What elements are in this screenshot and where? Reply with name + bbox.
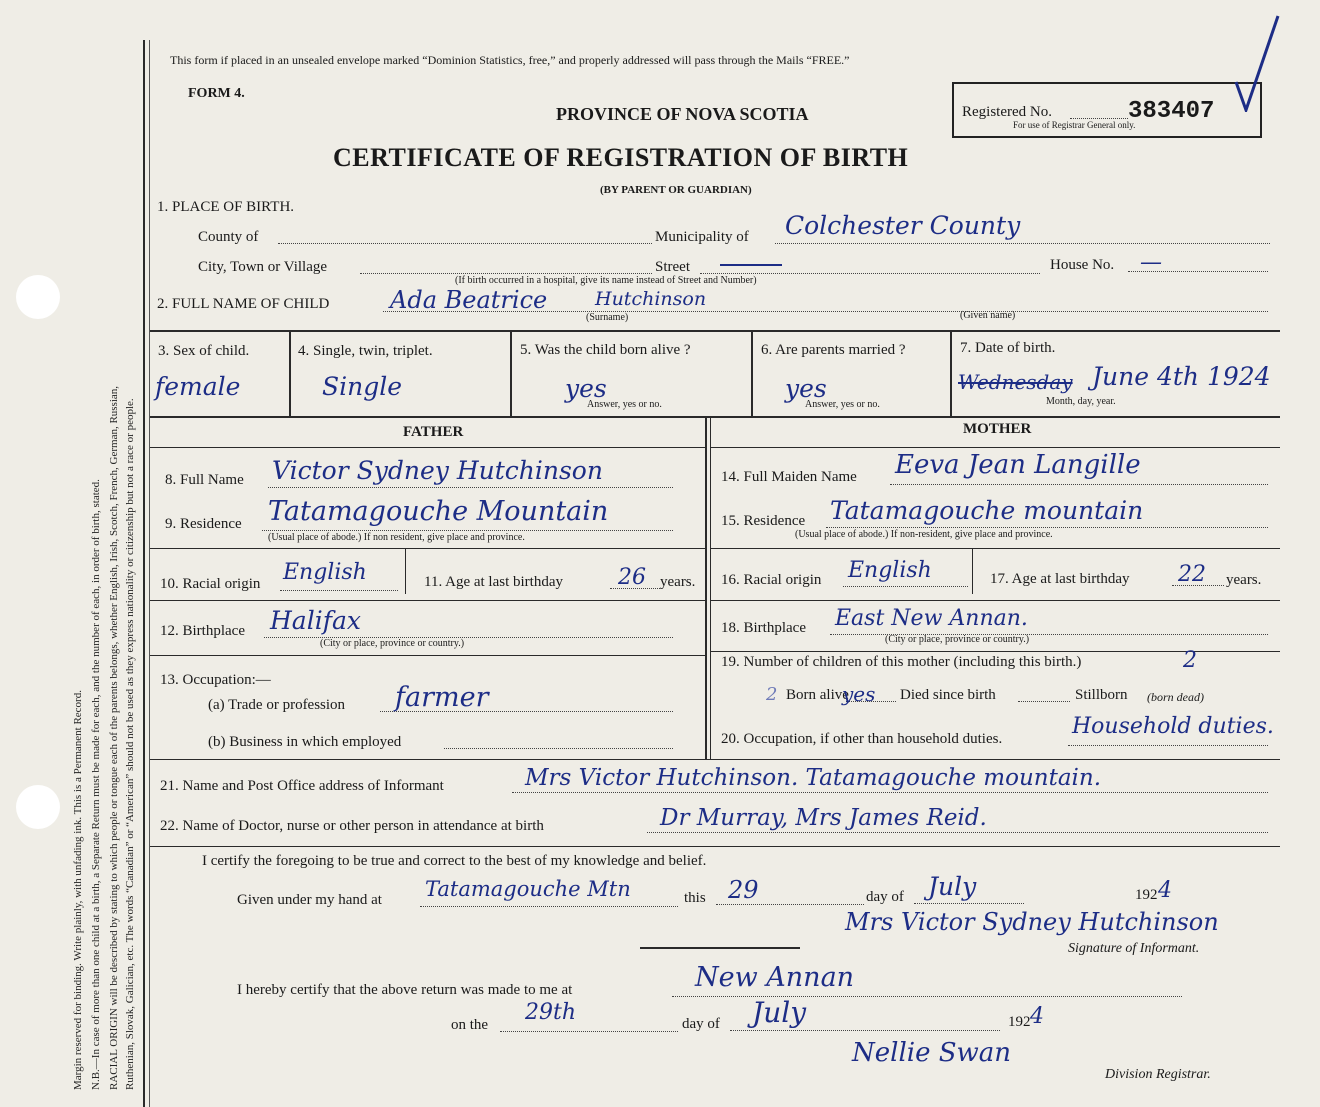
mother-racial-top-rule bbox=[711, 548, 1280, 549]
parents-married-label: 6. Are parents married ? bbox=[761, 342, 906, 358]
father-trade-value: farmer bbox=[395, 682, 489, 713]
municipality-field-line bbox=[775, 243, 1270, 244]
parents-married-value: yes bbox=[785, 374, 827, 403]
surname-caption: (Surname) bbox=[586, 312, 629, 323]
father-residence-caption: (Usual place of abode.) If non resident, give place and province. bbox=[268, 532, 525, 543]
registrar-use-note: For use of Registrar General only. bbox=[1013, 120, 1136, 130]
born-alive-label: 5. Was the child born alive ? bbox=[520, 342, 691, 358]
informant-label: 21. Name and Post Office address of Informant bbox=[160, 778, 444, 794]
father-age-value: 26 bbox=[618, 565, 646, 590]
father-trade-label: (a) Trade or profession bbox=[208, 697, 346, 713]
registrar-day-of-label: day of bbox=[682, 1016, 720, 1032]
informant-top-rule bbox=[150, 759, 1280, 760]
mother-birthplace-value: East New Annan. bbox=[835, 606, 1028, 631]
father-birthplace-value: Halifax bbox=[270, 606, 361, 635]
mother-racial-label: 16. Racial origin bbox=[721, 572, 822, 588]
father-birthplace-bottom-rule bbox=[150, 655, 705, 656]
checkmark-icon bbox=[1232, 12, 1282, 112]
child-name-label: 2. FULL NAME OF CHILD bbox=[157, 296, 330, 312]
given-year-suffix: 4 bbox=[1158, 878, 1172, 903]
died-since-birth-label: Died since birth bbox=[900, 687, 996, 703]
mother-occupation-label: 20. Occupation, if other than household duties. bbox=[721, 731, 1003, 747]
margin-border-line-inner bbox=[149, 40, 150, 1107]
mother-age-label: 17. Age at last birthday bbox=[990, 571, 1130, 587]
row3-divider-2 bbox=[510, 330, 512, 416]
mother-residence-line bbox=[826, 527, 1268, 528]
father-racial-value: English bbox=[283, 560, 367, 585]
mother-heading-rule bbox=[711, 447, 1280, 448]
registered-number-value: 383407 bbox=[1128, 98, 1215, 125]
certificate-subtitle: (BY PARENT OR GUARDIAN) bbox=[600, 184, 752, 196]
registrar-place-value: New Annan bbox=[695, 962, 855, 993]
county-field-line bbox=[278, 243, 652, 244]
child-given-name: Ada Beatrice bbox=[390, 286, 548, 314]
mail-notice: This form if placed in an unsealed envelope marked “Dominion Statistics, free,” and properly addressed will pass through the Mails “FREE.” bbox=[170, 53, 850, 67]
registrar-year-prefix: 192 bbox=[1008, 1014, 1031, 1030]
hospital-note: (If birth occurred in a hospital, give its name instead of Street and Number) bbox=[455, 275, 757, 286]
father-racial-bottom-rule bbox=[150, 600, 705, 601]
father-business-label: (b) Business in which employed bbox=[208, 734, 402, 750]
registrar-month-value: July bbox=[752, 996, 807, 1029]
plurality-value: Single bbox=[322, 372, 403, 401]
sex-label: 3. Sex of child. bbox=[158, 343, 250, 359]
given-place-value: Tatamagouche Mtn bbox=[425, 877, 631, 901]
father-age-label: 11. Age at last birthday bbox=[424, 574, 563, 590]
place-of-birth-heading: 1. PLACE OF BIRTH. bbox=[157, 199, 295, 215]
parents-divider-inner bbox=[710, 416, 711, 759]
father-heading: FATHER bbox=[403, 424, 464, 440]
house-number-value: — bbox=[1140, 250, 1162, 275]
date-of-birth-struck: Wednesday bbox=[958, 370, 1073, 394]
municipality-value: Colchester County bbox=[785, 211, 1021, 240]
row3-bottom-rule bbox=[150, 416, 1280, 418]
born-alive-prefix: 2 bbox=[766, 684, 778, 705]
given-month-line bbox=[914, 903, 1024, 904]
street-field-line bbox=[700, 273, 1040, 274]
father-residence-value: Tatamagouche Mountain bbox=[268, 496, 609, 527]
mother-racial-bottom-rule bbox=[711, 600, 1280, 601]
margin-border-line bbox=[143, 40, 145, 1107]
binding-hole-top bbox=[16, 275, 60, 319]
mother-children-value: 2 bbox=[1183, 648, 1197, 673]
given-under-hand-label: Given under my hand at bbox=[237, 892, 382, 908]
born-alive-caption: Answer, yes or no. bbox=[587, 399, 662, 410]
binding-hole-bottom bbox=[16, 785, 60, 829]
mother-name-label: 14. Full Maiden Name bbox=[721, 469, 857, 485]
born-alive-value: yes bbox=[565, 374, 607, 403]
registrar-month-line bbox=[730, 1030, 1000, 1031]
margin-note-multiple-births: N.B.—In case of more than one child at a birth, a Separate Return must be made for each, and the number of each, in order of birth, stated. bbox=[90, 479, 102, 1090]
mother-occupation-value: Household duties. bbox=[1072, 714, 1274, 739]
died-since-birth-line bbox=[1018, 701, 1070, 702]
father-heading-rule bbox=[150, 447, 705, 448]
informant-signature: Mrs Victor Sydney Hutchinson bbox=[845, 908, 1219, 936]
father-name-label: 8. Full Name bbox=[165, 472, 244, 488]
province-heading: PROVINCE OF NOVA SCOTIA bbox=[556, 104, 809, 124]
date-of-birth-value: June 4th 1924 bbox=[1092, 362, 1271, 391]
registrar-on-the-label: on the bbox=[451, 1017, 489, 1033]
mother-racial-value: English bbox=[848, 558, 932, 583]
this-label: this bbox=[684, 890, 706, 906]
row3-divider-1 bbox=[289, 330, 291, 416]
mother-children-label: 19. Number of children of this mother (including this birth.) bbox=[721, 654, 1082, 670]
city-field-line bbox=[360, 273, 652, 274]
given-day-value: 29 bbox=[728, 876, 759, 904]
father-birthplace-label: 12. Birthplace bbox=[160, 623, 245, 639]
certify-statement: I certify the foregoing to be true and correct to the best of my knowledge and belief. bbox=[202, 853, 707, 869]
mother-racial-line bbox=[843, 586, 968, 587]
mother-name-line bbox=[890, 484, 1268, 485]
registered-number-label: Registered No. bbox=[962, 104, 1052, 120]
doctor-label: 22. Name of Doctor, nurse or other person in attendance at birth bbox=[160, 818, 544, 834]
born-alive-count-value: yes bbox=[842, 682, 876, 706]
given-day-of-label: day of bbox=[866, 889, 904, 905]
street-label: Street bbox=[655, 259, 690, 275]
date-of-birth-label: 7. Date of birth. bbox=[960, 340, 1056, 356]
row3-top-rule bbox=[150, 330, 1280, 332]
mother-name-value: Eeva Jean Langille bbox=[895, 450, 1141, 480]
given-place-line bbox=[420, 906, 678, 907]
house-number-label: House No. bbox=[1050, 257, 1115, 273]
certificate-title: CERTIFICATE OF REGISTRATION OF BIRTH bbox=[333, 143, 909, 172]
doctor-bottom-rule bbox=[150, 846, 1280, 847]
city-label: City, Town or Village bbox=[198, 259, 328, 275]
registrar-day-value: 29th bbox=[525, 1000, 577, 1025]
doctor-value: Dr Murray, Mrs James Reid. bbox=[660, 805, 987, 831]
mother-heading: MOTHER bbox=[963, 421, 1032, 437]
father-residence-label: 9. Residence bbox=[165, 516, 242, 532]
municipality-label: Municipality of bbox=[655, 229, 749, 245]
informant-line bbox=[512, 792, 1268, 793]
registrar-caption: Division Registrar. bbox=[1105, 1067, 1211, 1082]
informant-signature-caption: Signature of Informant. bbox=[1068, 941, 1200, 956]
mother-birthplace-label: 18. Birthplace bbox=[721, 620, 806, 636]
father-age-unit: years. bbox=[660, 574, 696, 590]
father-residence-line bbox=[262, 530, 673, 531]
informant-value: Mrs Victor Hutchinson. Tatamagouche mountain. bbox=[525, 765, 1102, 791]
father-business-line bbox=[444, 748, 673, 749]
father-racial-top-rule bbox=[150, 548, 705, 549]
father-racial-label: 10. Racial origin bbox=[160, 576, 261, 592]
father-name-value: Victor Sydney Hutchinson bbox=[272, 456, 603, 485]
margin-note-nationality: Ruthenian, Slovak, Galician, etc. The words “Canadian” or “American” should not be used as they express nationality or citizenship but not a race or people. bbox=[124, 398, 136, 1090]
mother-residence-caption: (Usual place of abode.) If non-resident, give place and province. bbox=[795, 529, 1053, 540]
registrar-divider bbox=[640, 947, 800, 949]
parents-married-caption: Answer, yes or no. bbox=[805, 399, 880, 410]
father-birthplace-caption: (City or place, province or country.) bbox=[320, 638, 465, 649]
stillborn-caption: (born dead) bbox=[1147, 690, 1204, 704]
row3-divider-4 bbox=[950, 330, 952, 416]
margin-note-binding: Margin reserved for binding. Write plainly, with unfading ink. This is a Permanent Record. bbox=[72, 690, 84, 1090]
father-occupation-label: 13. Occupation:— bbox=[160, 672, 271, 688]
doctor-line bbox=[647, 832, 1268, 833]
street-dash bbox=[720, 264, 782, 266]
stillborn-label: Stillborn bbox=[1075, 687, 1128, 703]
parents-divider bbox=[705, 416, 707, 759]
margin-note-racial-origin: RACIAL ORIGIN will be described by stating to which people or tongue each of the parents belongs, whether English, Irish, Scotch, French, German, Russian, bbox=[108, 385, 120, 1090]
registered-number-dots bbox=[1070, 118, 1128, 119]
given-day-line bbox=[716, 904, 864, 905]
registrar-day-line bbox=[500, 1031, 678, 1032]
registrar-year-suffix: 4 bbox=[1030, 1004, 1044, 1029]
mother-age-value: 22 bbox=[1178, 562, 1206, 587]
father-name-line bbox=[268, 487, 673, 488]
given-name-caption: (Given name) bbox=[960, 310, 1016, 321]
form-number: FORM 4. bbox=[188, 86, 245, 101]
date-of-birth-caption: Month, day, year. bbox=[1046, 396, 1116, 407]
given-month-value: July bbox=[928, 872, 977, 901]
mother-residence-label: 15. Residence bbox=[721, 513, 806, 529]
sex-value: female bbox=[155, 372, 241, 401]
plurality-label: 4. Single, twin, triplet. bbox=[298, 343, 433, 359]
registrar-place-line bbox=[672, 996, 1182, 997]
mother-residence-value: Tatamagouche mountain bbox=[830, 496, 1144, 525]
father-racial-line bbox=[280, 590, 398, 591]
registrar-signature: Nellie Swan bbox=[852, 1038, 1012, 1068]
mother-age-unit: years. bbox=[1226, 572, 1262, 588]
registrar-statement: I hereby certify that the above return was made to me at bbox=[237, 982, 573, 998]
county-label: County of bbox=[198, 229, 259, 245]
born-alive-count-label: Born alive bbox=[786, 687, 849, 703]
given-year-prefix: 192 bbox=[1135, 887, 1158, 903]
child-surname: Hutchinson bbox=[595, 288, 707, 310]
father-racial-divider bbox=[405, 548, 406, 594]
row3-divider-3 bbox=[751, 330, 753, 416]
mother-occupation-line bbox=[1068, 745, 1268, 746]
mother-racial-divider bbox=[972, 548, 973, 594]
mother-birthplace-caption: (City or place, province or country.) bbox=[885, 634, 1030, 645]
